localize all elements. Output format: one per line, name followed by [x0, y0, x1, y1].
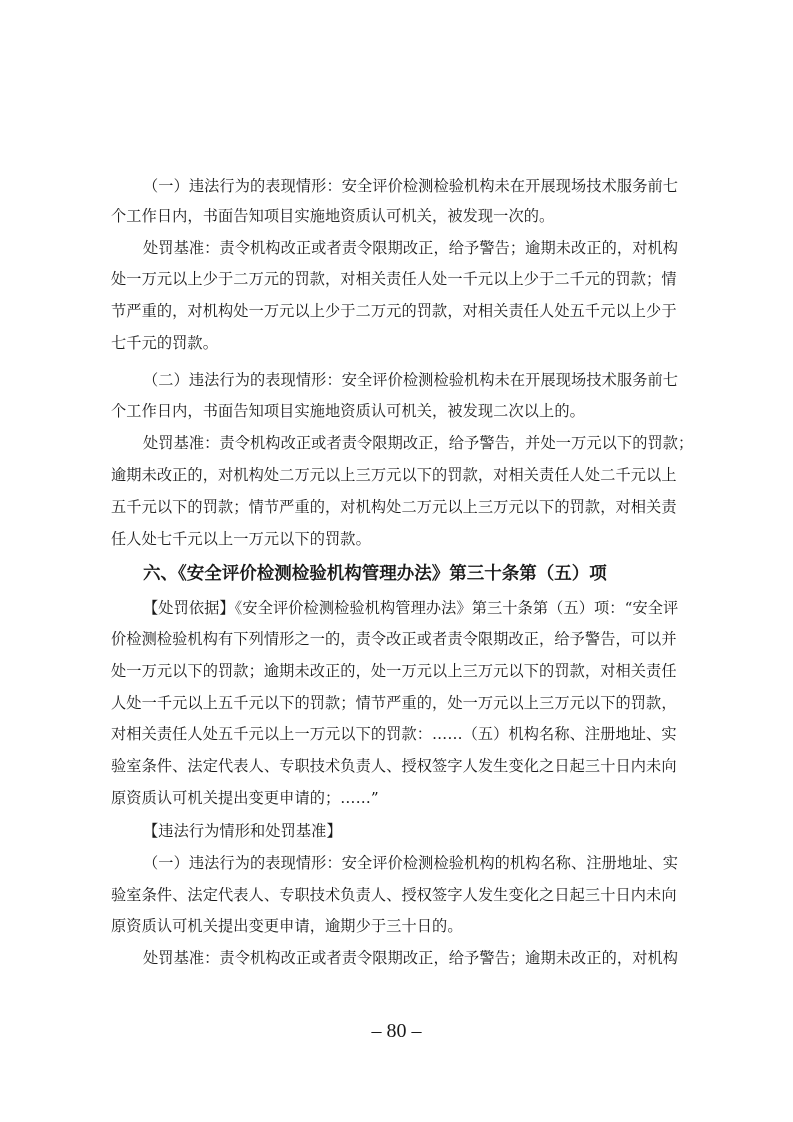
- paragraph-line: 节严重的，对机构处一万元以上少于二万元的罚款，对相关责任人处五千元以上少于: [111, 302, 677, 320]
- paragraph-line: 对相关责任人处五千元以上一万元以下的罚款：……（五）机构名称、注册地址、实: [111, 725, 677, 743]
- paragraph-line: 七千元的罚款。: [111, 334, 219, 352]
- subsection-label: 【违法行为情形和处罚基准】: [143, 822, 342, 840]
- paragraph-line: （一）违法行为的表现情形：安全评价检测检验机构未在开展现场技术服务前七: [143, 177, 679, 195]
- paragraph-line: 处罚基准：责令机构改正或者责令限期改正，给予警告；逾期未改正的，对机构: [143, 949, 679, 967]
- paragraph-line: 处罚基准：责令机构改正或者责令限期改正，给予警告；逾期未改正的，对机构: [143, 239, 679, 257]
- paragraph-line: 验室条件、法定代表人、专职技术负责人、授权签字人发生变化之日起三十日内未向: [111, 886, 677, 904]
- paragraph-line: （一）违法行为的表现情形：安全评价检测检验机构的机构名称、注册地址、实: [143, 854, 679, 872]
- paragraph-line: 价检测检验机构有下列情形之一的，责令改正或者责令限期改正，给予警告，可以并: [111, 630, 677, 648]
- paragraph-line: 验室条件、法定代表人、专职技术负责人、授权签字人发生变化之日起三十日内未向: [111, 757, 677, 775]
- paragraph-line: 【处罚依据】《安全评价检测检验机构管理办法》第三十条第（五）项：“安全评: [143, 599, 679, 617]
- paragraph-line: 任人处七千元以上一万元以下的罚款。: [111, 530, 371, 548]
- paragraph-line: 处一万元以下的罚款；逾期未改正的，处一万元以上三万元以下的罚款，对相关责任: [111, 662, 677, 680]
- paragraph-line: 逾期未改正的，对机构处二万元以上三万元以下的罚款，对相关责任人处二千元以上: [111, 466, 677, 484]
- paragraph-line: 处一万元以上少于二万元的罚款，对相关责任人处一千元以上少于二千元的罚款；情: [111, 270, 677, 288]
- paragraph-line: 处罚基准：责令机构改正或者责令限期改正，给予警告，并处一万元以下的罚款；: [143, 434, 694, 452]
- paragraph-line: 个工作日内，书面告知项目实施地资质认可机关，被发现二次以上的。: [111, 402, 585, 420]
- section-heading: 六、《安全评价检测检验机构管理办法》第三十条第（五）项: [143, 564, 607, 584]
- paragraph-line: 五千元以下的罚款；情节严重的，对机构处二万元以上三万元以下的罚款，对相关责: [111, 498, 677, 516]
- page-number: – 80 –: [371, 1020, 422, 1042]
- paragraph-line: 原资质认可机关提出变更申请，逾期少于三十日的。: [111, 917, 463, 935]
- paragraph-line: 人处一千元以上五千元以下的罚款；情节严重的，处一万元以上三万元以下的罚款，: [111, 694, 677, 712]
- paragraph-line: 个工作日内，书面告知项目实施地资质认可机关，被发现一次的。: [111, 207, 555, 225]
- paragraph-line: 原资质认可机关提出变更申请的；……”: [111, 789, 379, 807]
- paragraph-line: （二）违法行为的表现情形：安全评价检测检验机构未在开展现场技术服务前七: [143, 371, 679, 389]
